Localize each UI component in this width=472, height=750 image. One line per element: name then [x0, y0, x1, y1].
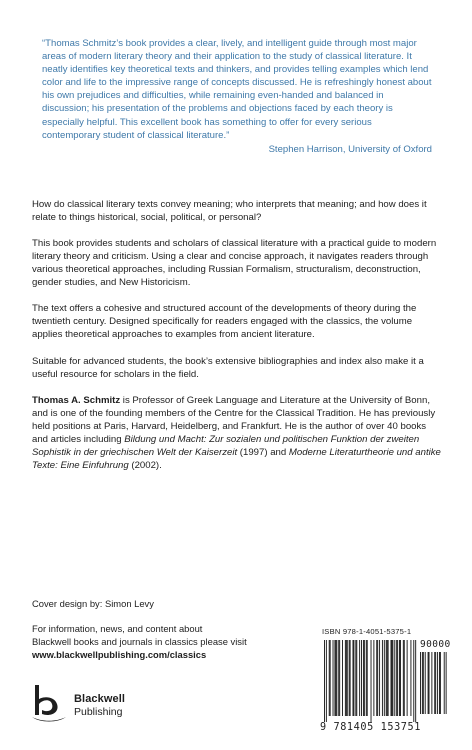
barcode-bar [394, 640, 395, 716]
barcode-bar [334, 640, 335, 716]
barcode-bar [373, 640, 374, 716]
barcode-bar [356, 640, 357, 716]
barcode-bar [359, 640, 360, 716]
barcode-bar [407, 640, 408, 716]
barcode-addon-bar [434, 652, 435, 714]
barcode-addon-bar [425, 652, 426, 714]
barcode-bar [335, 640, 336, 716]
barcode-bar [391, 640, 392, 716]
barcode-bar [386, 640, 387, 716]
cover-design-credit: Cover design by: Simon Levy [32, 598, 154, 609]
info-line-2: Blackwell books and journals in classics please visit [32, 636, 247, 648]
barcode-addon-bar [422, 652, 423, 714]
endorsement-quote [42, 37, 432, 156]
barcode-bar [392, 640, 393, 716]
bio-title-1: Bildung und Macht: Zur sozialen und politischen Funktion der zweiten Sophistik in der griechischen Welt der Kaiserzeit [32, 433, 420, 458]
barcode-bar [326, 640, 327, 722]
publisher-logo [30, 684, 140, 730]
barcode-bar [333, 640, 334, 716]
barcode-bar [399, 640, 400, 716]
barcode-bar [404, 640, 405, 716]
barcode-addon-bar [437, 652, 438, 714]
barcode-addon-bar [444, 652, 445, 714]
barcode-bar [397, 640, 398, 716]
author-bio [32, 394, 442, 472]
description [32, 198, 442, 485]
info-line-1: For information, news, and content about [32, 623, 203, 634]
barcode-addon-bar [435, 652, 436, 714]
barcode-bar [376, 640, 377, 716]
barcode-bar [415, 640, 416, 722]
barcode-bar [382, 640, 383, 716]
barcode-bar [379, 640, 380, 716]
barcode-bar [361, 640, 362, 716]
barcode-bar [396, 640, 397, 716]
description-paragraph-4: Suitable for advanced students, the book’s extensive bibliographies and index also make it a useful resource for scholars in the field. [32, 355, 424, 380]
barcode-addon-bar [431, 652, 432, 714]
bio-title-2: Moderne Literaturtheorie und antike Texte: Eine Einfuhrung [32, 446, 441, 471]
barcode [320, 638, 450, 736]
bio-text-2: (1997) and [237, 446, 289, 458]
barcode-addon-bar [439, 652, 440, 714]
barcode-bars [320, 638, 450, 724]
description-paragraph-1: How do classical literary texts convey meaning; who interprets that meaning; and how does it relate to things historical, social, political, or personal? [32, 199, 427, 223]
barcode-bar [330, 640, 331, 716]
barcode-addon-number: 90000 [420, 639, 451, 650]
barcode-bar [391, 640, 392, 716]
description-paragraph-3: The text offers a cohesive and structured account of the developments of theory during the twentieth century. Designed specifically for readers engaged with the classics, the volume applies theoretical approaches to examples from ancient literature. [32, 303, 417, 341]
barcode-addon-bar [446, 652, 447, 714]
author-name: Thomas A. Schmitz [32, 394, 121, 406]
quote-text: “Thomas Schmitz’s book provides a clear, lively, and intelligent guide through most major areas of modern literary theory and their application to the study of classical literature. It neatly identifies key theoretical texts and thinkers, and provides telling examples which lend color and life to the impressive range of concepts discussed. He is refreshingly honest about his own prejudices and difficulties, while remaining even-handed and balanced in discussion; his presentation of the problems and objections faced by each theory is especially helpful. This excellent book has something to offer for every serious contemporary student of classical literature.” [42, 38, 432, 141]
barcode-bar [347, 640, 348, 716]
barcode-bar [355, 640, 356, 716]
publisher-url-link[interactable]: www.blackwellpublishing.com/classics [32, 649, 207, 661]
barcode-addon-bar [423, 652, 424, 714]
publisher-info [32, 622, 302, 662]
barcode-addon-bar [440, 652, 441, 714]
description-paragraph-2: This book provides students and scholars of classical literature with a practical guide to modern literary theory and criticism. Using a clear and concise approach, it navigates readers through various theoretical approaches, including Russian Formalism, structuralism, deconstruction, gender studies, and New Historicism. [32, 238, 437, 289]
barcode-bar [324, 640, 325, 722]
barcode-bar [366, 640, 367, 716]
barcode-bar [349, 640, 350, 716]
barcode-bar [350, 640, 351, 716]
blackwell-b-logo-icon [30, 684, 68, 724]
barcode-bar [403, 640, 404, 716]
isbn-label: ISBN 978-1-4051-5375-1 [322, 627, 412, 636]
barcode-bar [388, 640, 389, 716]
barcode-bar [400, 640, 401, 716]
barcode-bar [364, 640, 365, 716]
barcode-addon-bar [420, 652, 421, 714]
barcode-bar [345, 640, 346, 716]
barcode-bar [338, 640, 339, 716]
bio-text-3: (2002). [128, 459, 162, 471]
barcode-bar [387, 640, 388, 716]
barcode-bar [363, 640, 364, 716]
barcode-bar [384, 640, 385, 716]
barcode-bar [336, 640, 337, 716]
quote-attribution: Stephen Harrison, University of Oxford [268, 143, 432, 155]
logo-subtitle: Publishing [74, 706, 123, 718]
barcode-bar [367, 640, 368, 716]
barcode-bar [342, 640, 343, 716]
barcode-bar [371, 640, 372, 722]
logo-name: Blackwell [74, 693, 126, 705]
barcode-bar [353, 640, 354, 716]
barcode-bar [339, 640, 340, 716]
barcode-bar [410, 640, 411, 716]
barcode-bar [377, 640, 378, 716]
barcode-bar [413, 640, 414, 722]
barcode-bar [329, 640, 330, 716]
barcode-addon-bar [429, 652, 430, 714]
barcode-number: 9 781405 153751 [320, 722, 422, 733]
barcode-bar [346, 640, 347, 716]
barcode-addon-bar [428, 652, 429, 714]
bio-text-1: is Professor of Greek Language and Literature at the University of Bonn, and is one of the founding members of the Centre for the Classical Tradition. He has previously held positions at Paris, Harvard, Heidelberg, and Frankfurt. He is the author of over 40 books and articles including [32, 394, 436, 445]
barcode-bar [353, 640, 354, 716]
